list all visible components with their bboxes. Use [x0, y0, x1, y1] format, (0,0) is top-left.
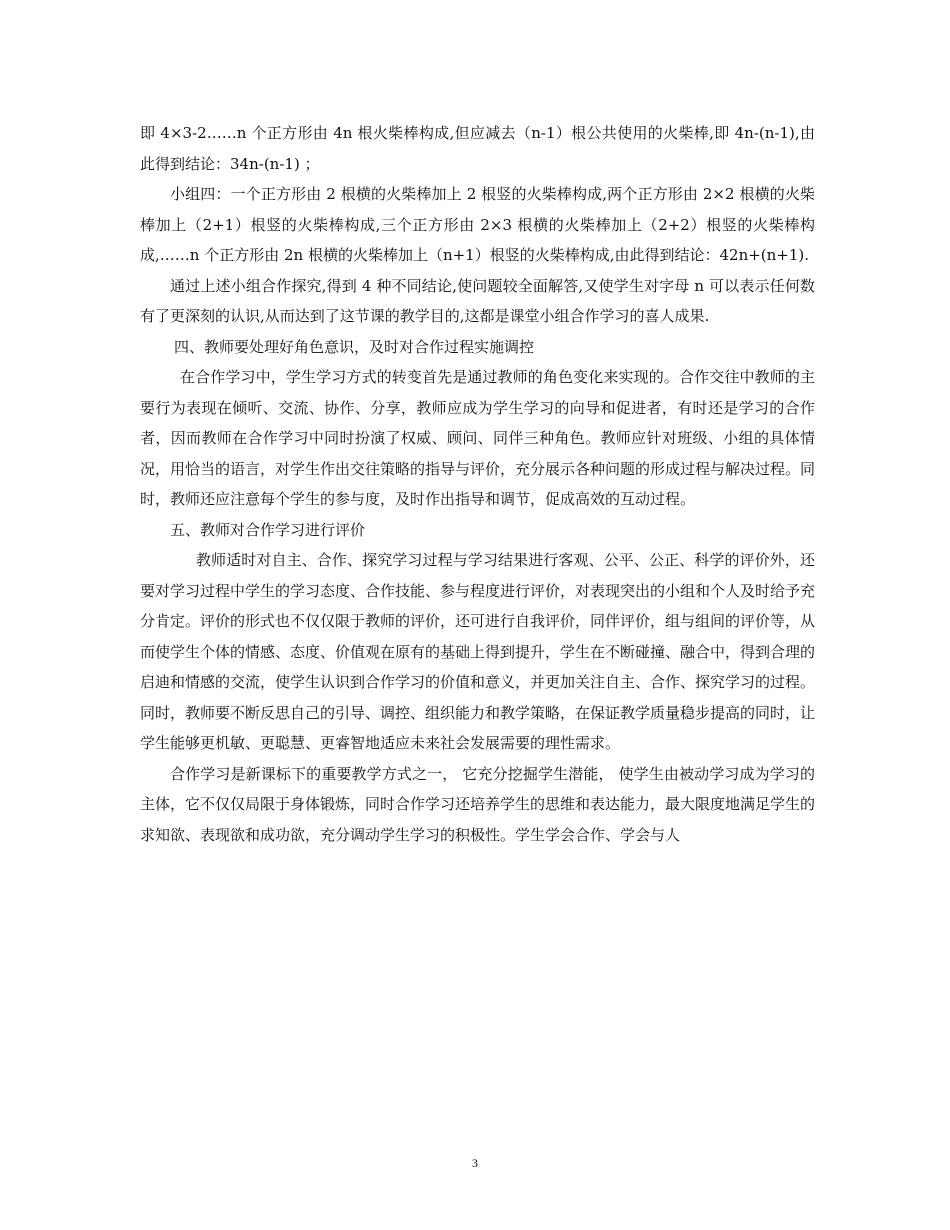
paragraph-summary: 通过上述小组合作探究,得到 4 种不同结论,使问题较全面解答,又使学生对字母 n 可以表示任何数有了更深刻的认识,从而达到了这节课的教学目的,这都是课堂小组合作学习的喜人成果.	[140, 276, 815, 325]
section-heading-four: 四、教师要处理好角色意识，及时对合作过程实施调控	[174, 337, 535, 356]
page-body	[140, 118, 815, 850]
paragraph-group-four: 小组四：一个正方形由 2 根横的火柴棒加上 2 根竖的火柴棒构成,两个正方形由 2×2 根横的火柴棒加上（2+1）根竖的火柴棒构成,三个正方形由 2×3 根横的火柴棒加上（2+2）根竖的火柴棒构成,……n 个正方形由 2n 根横的火柴棒加上（n+1）根竖的火柴棒构成,由此得到结论：42n+(n+1).	[140, 185, 815, 264]
paragraph-group-three-conclusion: 即 4×3-2……n 个正方形由 4n 根火柴棒构成,但应减去（n-1）根公共使用的火柴棒,即 4n-(n-1),由此得到结论：34n-(n-1) ；	[140, 124, 815, 173]
paragraph-evaluation: 教师适时对自主、合作、探究学习过程与学习结果进行客观、公平、公正、科学的评价外，还要对学习过程中学生的学习态度、合作技能、参与程度进行评价，对表现突出的小组和个人及时给予充分肯定。评价的形式也不仅仅限于教师的评价，还可进行自我评价，同伴评价，组与组间的评价等，从而使学生个体的情感、态度、价值观在原有的基础上得到提升，学生在不断碰撞、融合中，得到合理的启迪和情感的交流，使学生认识到合作学习的价值和意义，并更加关注自主、合作、探究学习的过程。同时，教师要不断反思自己的引导、调控、组织能力和教学策略，在保证教学质量稳步提高的同时，让学生能够更机敏、更聪慧、更睿智地适应未来社会发展需要的理性需求。	[140, 551, 816, 752]
page-number: 3	[472, 1156, 478, 1170]
paragraph-conclusion: 合作学习是新课标下的重要教学方式之一， 它充分挖掘学生潜能， 使学生由被动学习成为学习的主体，它不仅仅局限于身体锻炼，同时合作学习还培养学生的思维和表达能力，最大限度地满足学生的求知欲、表现欲和成功欲，充分调动学生学习的积极性。学生学会合作、学会与人	[140, 764, 816, 844]
paragraph-teacher-role: 在合作学习中，学生学习方式的转变首先是通过教师的角色变化来实现的。合作交往中教师的主要行为表现在倾听、交流、协作、分享，教师应成为学生学习的向导和促进者，有时还是学习的合作者，因而教师在合作学习中同时扮演了权威、顾问、同伴三种角色。教师应针对班级、小组的具体情况，用恰当的语言，对学生作出交往策略的指导与评价，充分展示各种问题的形成过程与解决过程。同时，教师还应注意每个学生的参与度，及时作出指导和调节，促成高效的互动过程。	[140, 368, 816, 508]
section-heading-five: 五、教师对合作学习进行评价	[170, 520, 366, 539]
